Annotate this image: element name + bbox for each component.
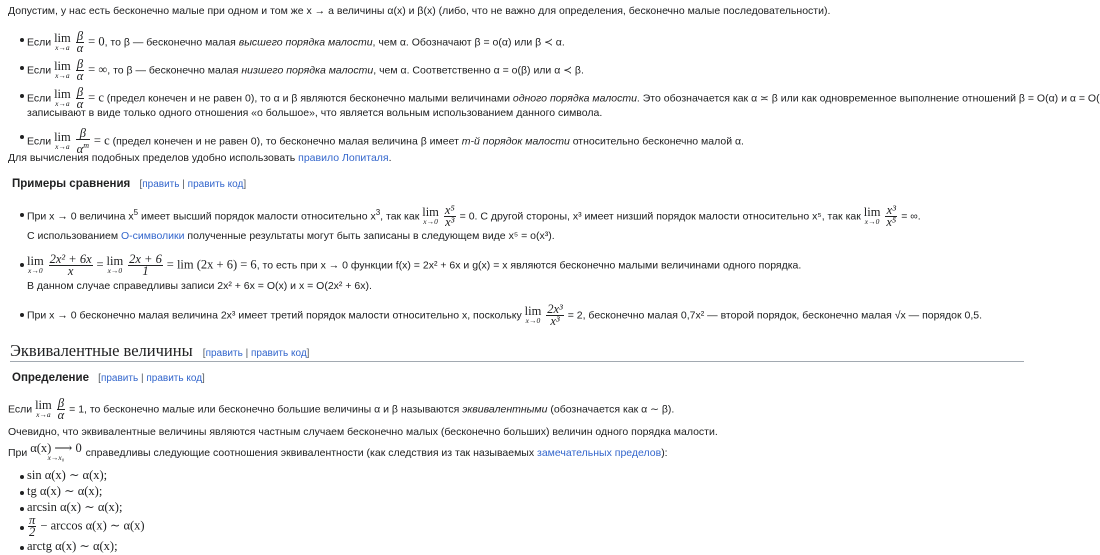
- definition-frac: $\frac{\beta}{\alpha}$: [57, 396, 65, 422]
- case-1-em: высшего порядка малости: [238, 36, 373, 49]
- bullet: [20, 526, 24, 530]
- example-3: [27, 304, 982, 327]
- bullet: [20, 213, 24, 217]
- edit-link[interactable]: править: [205, 348, 243, 359]
- bullet: [20, 546, 24, 550]
- case-2: [27, 59, 584, 82]
- example-2: lim x→0 $\frac{\text{2x² + 6x}}{x}$ = lim x→0 $\frac{2x + 6}{1}$ = lim (2x + 6) = 6, то есть при x → 0 функции f(x) = 2x² + 6x и g(x) = x являются бесконечно малыми величинами одного порядка.: [27, 252, 802, 278]
- definition-paragraph: [8, 398, 674, 421]
- bullet: [20, 491, 24, 495]
- example-3-frac: $\frac{\text{2x³}}{\text{x³}}$: [547, 302, 563, 328]
- equiv-item: tg α(x) ∼ α(x);: [27, 484, 103, 498]
- edit-link[interactable]: править: [100, 373, 139, 384]
- case-3-pre: Если: [27, 92, 52, 105]
- example-1-d: = 0. С другой стороны, x³ имеет низший порядок малости относительно x⁵, так как: [459, 210, 861, 223]
- definition-post: = 1, то бесконечно малые или бесконечно большие величины α и β называются: [69, 403, 463, 416]
- case-3-frac: $\frac{\beta}{\alpha}$: [76, 85, 84, 111]
- case-1-eq: = 0: [88, 34, 105, 49]
- example-1-frac: $\frac{\text{x⁵}}{\text{x³}}$: [444, 203, 455, 229]
- bullet: [20, 263, 24, 267]
- when-pre: При: [8, 446, 28, 459]
- example-2-lim: lim x→0: [27, 253, 44, 275]
- case-1-mid: , то β — бесконечно малая: [104, 36, 239, 49]
- bullet: [20, 313, 24, 317]
- section-examples-title: Примеры сравнения: [12, 178, 131, 190]
- example-2-frac-1: $\frac{\text{2x² + 6x}}{x}$: [49, 252, 92, 278]
- example-2-post: , то есть при x → 0 функции f(x) = 2x² + 6x и g(x) = x являются бесконечно малыми величинами одного порядка.: [256, 259, 802, 272]
- obvious-paragraph: Очевидно, что эквивалентные величины являются частным случаем бесконечно малых (бесконечно больших) величин одного порядка малости.: [8, 426, 718, 438]
- when-tail: ):: [661, 446, 668, 459]
- example-3-lim: lim x→0: [524, 303, 542, 325]
- case-3-em: одного порядка малости: [512, 92, 637, 105]
- bullet: [20, 475, 24, 479]
- case-3-post: . Это обозначается как α ≍ β или как одновременное выполнение отношений β = O(α) и α = O(: [636, 92, 1100, 105]
- equiv-item: sin α(x) ∼ α(x);: [27, 468, 108, 482]
- case-4-mid: (предел конечен и не равен 0), то бесконечно малая величина β имеет: [109, 135, 462, 148]
- case-3-mid: (предел конечен и не равен 0), то α и β являются бесконечно малыми величинами: [103, 92, 513, 105]
- edit-code-link[interactable]: править код: [146, 373, 203, 384]
- example-3-a: При x → 0 бесконечно малая величина 2x³ имеет третий порядок малости относительно x, поскольку: [27, 309, 522, 322]
- case-3-continuation: записывают в виде только одного отношения «о большое», что является вольным использованием данного символа.: [27, 107, 603, 119]
- definition-tail: (обозначается как α ∼ β).: [547, 403, 675, 416]
- equiv-item: arcsin α(x) ∼ α(x);: [27, 500, 123, 514]
- case-3-lim: lim x→a: [54, 86, 71, 108]
- case-2-post: , чем α. Соответственно α = o(β) или α ≺ β.: [373, 64, 584, 77]
- section-examples-heading: [12, 178, 246, 190]
- example-1-lim-2: lim x→0: [863, 204, 881, 226]
- case-2-em: низшего порядка малости: [241, 64, 374, 77]
- example-3-b: = 2, бесконечно малая 0,7x² — второй порядок, бесконечно малая √x — порядок 0,5.: [567, 309, 983, 322]
- example-1b-pre: С использованием: [27, 230, 121, 242]
- case-2-pre: Если: [27, 64, 52, 77]
- case-4-em: m-й порядок малости: [461, 135, 570, 148]
- case-1-frac: $\frac{\beta}{\alpha}$: [76, 29, 84, 55]
- example-1b-post: полученные результаты могут быть записаны в следующем виде x⁵ = o(x³).: [184, 230, 555, 242]
- when-paragraph: [8, 443, 668, 463]
- o-symbolics-link[interactable]: O-символики: [120, 230, 185, 242]
- section-equivalent-heading: [10, 341, 309, 361]
- example-2-lim-2: lim x→0: [106, 253, 124, 275]
- lopital-post: .: [388, 152, 392, 164]
- definition-lim: lim x→a: [35, 397, 52, 419]
- bullet: [20, 507, 24, 511]
- remarkable-limits-link[interactable]: замечательных пределов: [537, 446, 662, 459]
- when-post: справедливы следующие соотношения эквивалентности (как следствия из так называемых: [85, 446, 538, 459]
- bullet: [20, 94, 24, 98]
- example-1-osymbolic: [27, 229, 555, 243]
- bullet: [20, 66, 24, 70]
- case-4-eq: = c: [93, 133, 110, 148]
- case-1: [27, 31, 565, 54]
- case-2-lim: lim x→a: [54, 58, 71, 80]
- edit-link[interactable]: править: [142, 179, 180, 190]
- lopital-pre: Для вычисления подобных пределов удобно использовать: [8, 152, 299, 164]
- section-definition-heading: [12, 372, 205, 384]
- equiv-item-arccos: [27, 515, 145, 538]
- example-1-a-sup: 5: [133, 207, 139, 217]
- example-2-notation: В данном случае справедливы записи 2x² + 6x = O(x) и x = O(2x² + 6x).: [27, 280, 372, 292]
- intro-paragraph: Допустим, у нас есть бесконечно малые при одном и том же x → a величины α(x) и β(x) (либо, что не важно для определения, бесконечно малые последовательности).: [8, 5, 831, 17]
- pi-over-2-frac: $\frac{\pi}{2}$: [29, 513, 36, 539]
- case-2-mid: , то β — бесконечно малая: [107, 64, 242, 77]
- case-4-lim: lim x→a: [54, 129, 71, 151]
- when-limit-expr: α(x) ⟶ 0 x→x₀: [30, 441, 82, 462]
- lopital-paragraph: [8, 151, 392, 165]
- example-1-b: имеет высший порядок малости относительно x: [138, 210, 376, 223]
- equiv-arccos-rest: − arccos α(x) ∼ α(x): [37, 518, 145, 533]
- example-2-eq: = lim (2x + 6) = 6: [166, 257, 257, 272]
- example-2-frac-2: $\frac{2x + 6}{1}$: [129, 252, 162, 278]
- section-examples-edit: [править | править код]: [139, 179, 247, 190]
- edit-code-link[interactable]: править код: [250, 348, 307, 359]
- section-divider: [10, 361, 1024, 362]
- edit-code-link[interactable]: править код: [187, 179, 244, 190]
- example-1: [27, 205, 921, 228]
- example-1-b-sup: 3: [375, 207, 381, 217]
- case-4-frac: $\frac{\beta}{\alpha^m}$: [76, 126, 89, 157]
- example-1-c: , так как: [380, 210, 420, 223]
- bullet: [20, 135, 24, 139]
- example-1-a: При x → 0 величина x: [27, 210, 134, 223]
- case-4-post: относительно бесконечно малой α.: [569, 135, 744, 148]
- case-3-eq: = c: [88, 90, 104, 105]
- example-1-frac-2: $\frac{\text{x³}}{\text{x⁵}}$: [886, 203, 897, 229]
- example-1-e: = ∞.: [901, 210, 921, 223]
- section-equivalent-title: Эквивалентные величины: [10, 341, 193, 360]
- case-1-lim: lim x→a: [54, 30, 71, 52]
- section-definition-title: Определение: [12, 372, 89, 384]
- section-definition-edit: [править | править код]: [98, 373, 205, 384]
- definition-pre: Если: [8, 403, 33, 416]
- case-2-frac: $\frac{\beta}{\alpha}$: [76, 57, 84, 83]
- section-equivalent-edit: [править | править код]: [202, 348, 310, 359]
- case-1-post: , чем α. Обозначают β = o(α) или β ≺ α.: [372, 36, 565, 49]
- bullet: [20, 38, 24, 42]
- case-4-pre: Если: [27, 135, 52, 148]
- equiv-item: arctg α(x) ∼ α(x);: [27, 539, 118, 553]
- example-1-lim: lim x→0: [422, 204, 439, 226]
- case-2-eq: = ∞: [88, 62, 108, 77]
- lopital-link[interactable]: правило Лопиталя: [298, 152, 389, 164]
- definition-em: эквивалентными: [462, 403, 548, 416]
- case-1-pre: Если: [27, 36, 52, 49]
